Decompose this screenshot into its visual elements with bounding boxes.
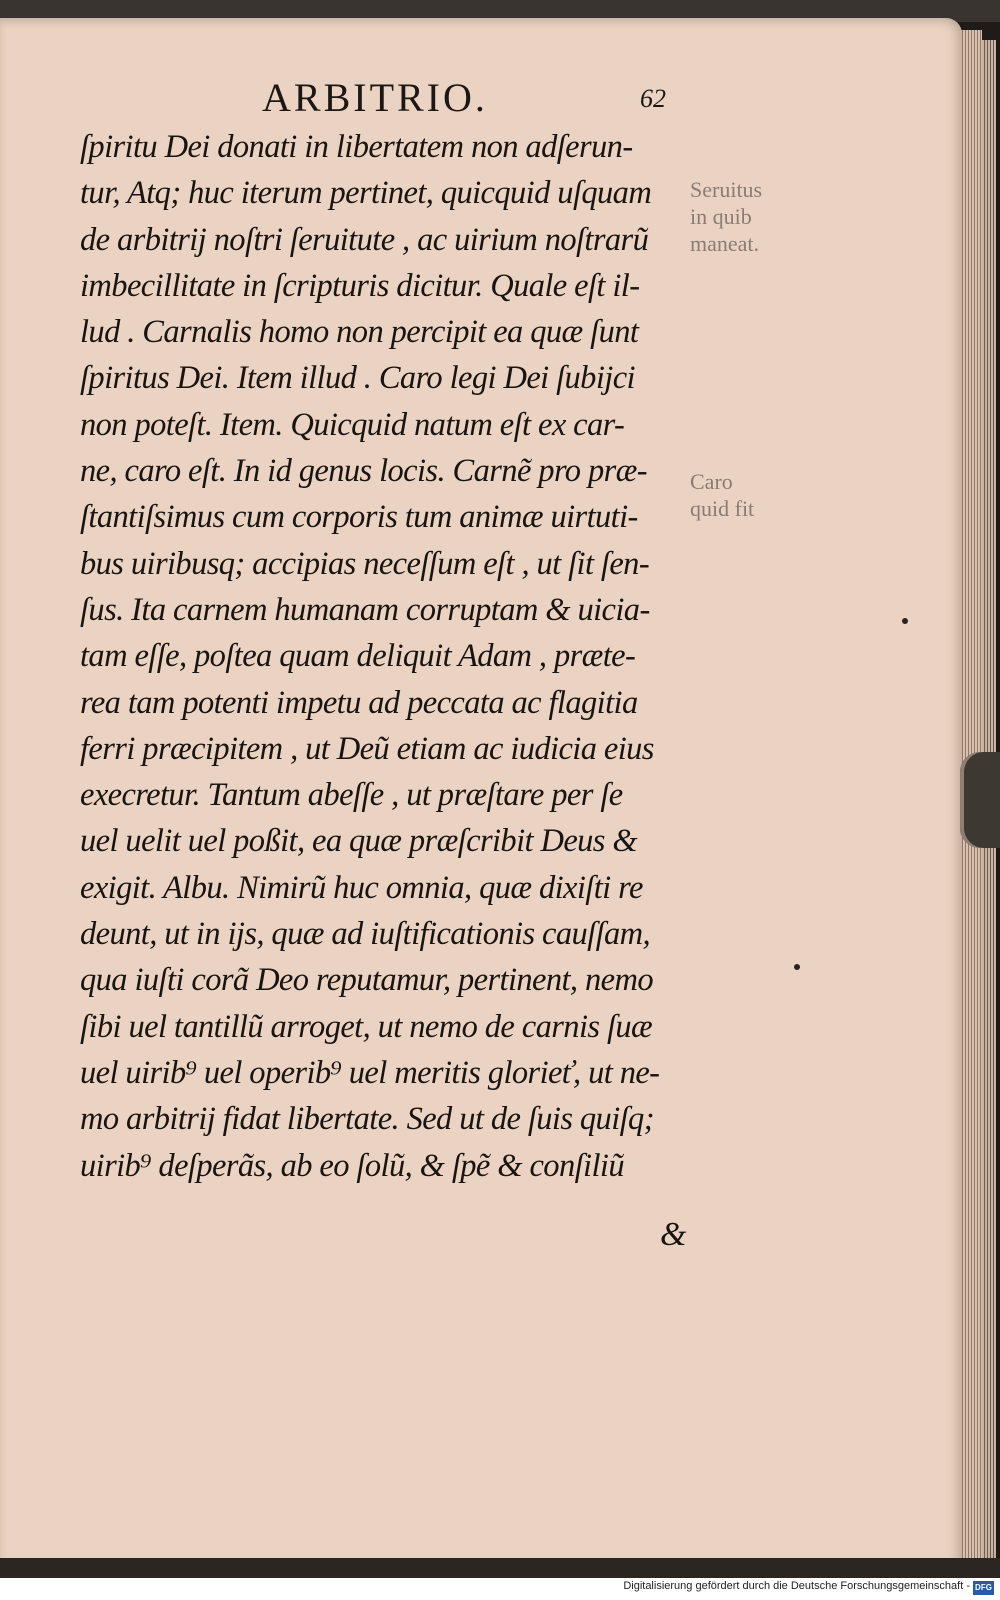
- text-line: imbecillitate in ſcripturis dicitur. Quale eſt il-: [80, 267, 640, 304]
- catchword: &: [660, 1216, 687, 1253]
- text-line: mo arbitrij fidat libertate. Sed ut de ſuis quiſq;: [80, 1101, 654, 1138]
- book-clasp: [960, 752, 1000, 848]
- text-line: tam eſſe, poſtea quam deliquit Adam , præte-: [80, 638, 636, 675]
- footer-credit: Digitalisierung gefördert durch die Deutsche Forschungsgemeinschaft -: [623, 1580, 970, 1592]
- text-line: bus uiribusq; accipias neceſſum eſt , ut ſit ſen-: [80, 545, 650, 582]
- text-line: ferri præcipitem , ut Deũ etiam ac iudicia eius: [80, 730, 654, 767]
- text-line: exigit. Albu. Nimirũ huc omnia, quæ dixiſti re: [80, 869, 643, 906]
- body-text: [80, 124, 700, 1189]
- text-line: uel uirib⁹ uel operib⁹ uel meritis glorieť, ut ne-: [80, 1054, 660, 1091]
- text-line: uirib⁹ deſperãs, ab eo ſolũ, & ſpẽ & conſiliũ: [80, 1147, 624, 1184]
- text-line: lud . Carnalis homo non percipit ea quæ ſunt: [80, 314, 639, 351]
- margin-note-line: Seruitus: [690, 177, 763, 202]
- margin-note-line: in quib: [690, 204, 752, 229]
- running-head: ARBITRIO.: [262, 75, 488, 120]
- text-line: deunt, ut in ijs, quæ ad iuſtificationis cauſſam,: [80, 916, 651, 953]
- text-line: uel uelit uel poßit, ea quæ præſcribit Deus &: [80, 823, 638, 860]
- margin-note-caro: [690, 468, 754, 522]
- text-line: de arbitrij noſtri ſeruitute , ac uirium noſtrarũ: [80, 221, 649, 258]
- text-line: ſpiritus Dei. Item illud . Caro legi Dei ſubijci: [80, 360, 635, 397]
- text-line: ſibi uel tantillũ arroget, ut nemo de carnis ſuæ: [80, 1008, 653, 1045]
- margin-note-line: quid fit: [690, 496, 755, 521]
- ink-speck: [902, 618, 908, 624]
- footer-bar: [0, 1578, 1000, 1600]
- margin-note-line: Caro: [690, 469, 733, 494]
- ink-speck: [794, 964, 800, 970]
- text-line: rea tam potenti impetu ad peccata ac flagitia: [80, 684, 638, 721]
- text-line: non poteſt. Item. Quicquid natum eſt ex car-: [80, 406, 625, 443]
- folio-number: 62: [640, 84, 666, 113]
- text-line: qua iuſti corã Deo reputamur, pertinent, nemo: [80, 962, 653, 999]
- dfg-logo: DFG: [973, 1581, 994, 1595]
- text-line: execretur. Tantum abeſſe , ut præſtare per ſe: [80, 777, 623, 814]
- margin-note-servitus: [690, 176, 762, 257]
- text-line: ſus. Ita carnem humanam corruptam & uicia-: [80, 591, 650, 628]
- text-line: ſpiritu Dei donati in libertatem non adſerun-: [80, 129, 633, 165]
- text-line: ne, caro eſt. In id genus locis. Carnẽ pro præ-: [80, 453, 647, 490]
- text-line: ſtantiſsimus cum corporis tum animæ uirtuti-: [80, 499, 638, 536]
- text-line: tur, Atq; huc iterum pertinet, quicquid uſquam: [80, 175, 652, 212]
- margin-note-line: maneat.: [690, 231, 760, 256]
